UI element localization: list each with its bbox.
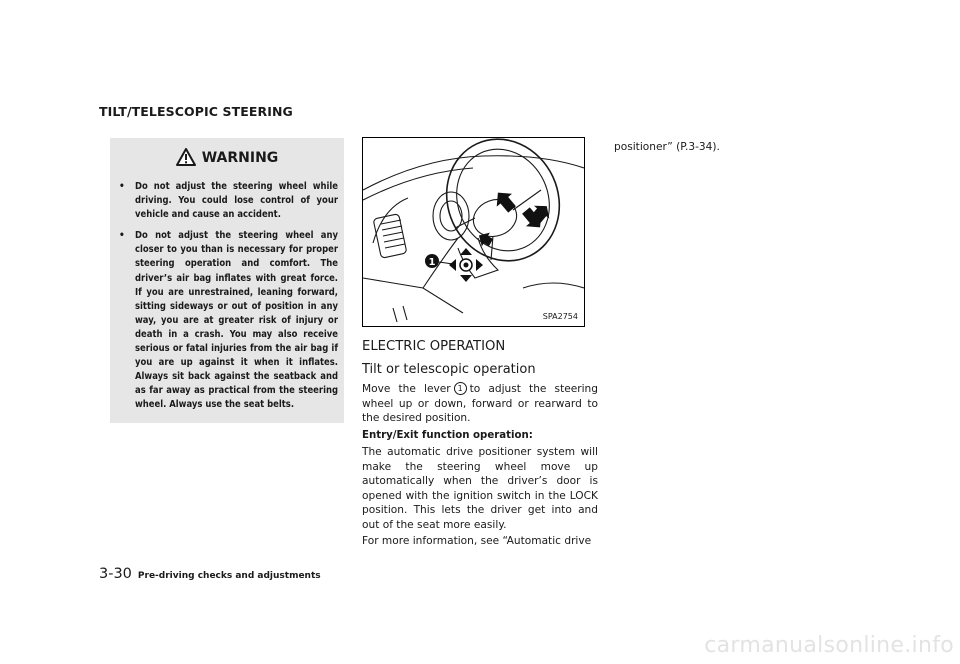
paragraph-lever-end: to adjust the steering wheel up or down, forward or rearward to the desired position. xyxy=(362,383,598,425)
paragraph-continued: positioner” (P.3-34). xyxy=(614,141,720,153)
figure-callout: 1 xyxy=(428,257,436,268)
steering-illustration xyxy=(362,137,585,327)
paragraph-lever xyxy=(362,382,598,426)
page-footer xyxy=(99,563,321,582)
warning-list xyxy=(118,180,338,420)
watermark: carmanualsonline.info xyxy=(704,633,954,658)
warning-heading xyxy=(110,148,344,170)
warning-item xyxy=(118,180,338,222)
subsection-heading: Tilt or telescopic operation xyxy=(362,362,536,377)
section-heading: ELECTRIC OPERATION xyxy=(362,339,506,354)
chapter-title: Pre-driving checks and adjustments xyxy=(137,571,321,581)
paragraph-entry-exit: The automatic drive positioner system will make the steering wheel move up automatically when the driver’s door is opened with the ignition switch in the LOCK position. This lets the driver get into and out of the seat more easily. xyxy=(362,446,598,531)
figure-code: SPA2754 xyxy=(542,312,578,321)
warning-item-text: Do not adjust the steering wheel any closer to you than is necessary for proper steering operation and comfort. The driver’s air bag inflates with great force. If you are unrestrained, leaning forward, sitting sideways or out of position in any way, you are at greater risk of injury or death in a crash. You may also receive serious or fatal injuries from the air bag if you are up against it when it inflates. Always sit back against the seatback and as far away as practical from the steering wheel. Always use the seat belts. xyxy=(135,230,338,411)
paragraph-lever-start: Move the lever xyxy=(362,383,451,395)
bullet-icon: • xyxy=(119,181,125,192)
steering-wheel-drawing xyxy=(363,138,584,326)
warning-item-text: Do not adjust the steering wheel while driving. You could lose control of your vehicle and cause an accident. xyxy=(135,181,338,221)
warning-box xyxy=(110,138,344,423)
page-number: 3-30 xyxy=(99,566,132,582)
callout-number: 1 xyxy=(454,382,467,395)
paragraph-more-info: For more information, see “Automatic drive xyxy=(362,535,592,547)
entry-exit-heading: Entry/Exit function operation: xyxy=(362,430,533,441)
section-title: TILT/TELESCOPIC STEERING xyxy=(99,104,293,119)
warning-item xyxy=(118,229,338,412)
bullet-icon: • xyxy=(119,230,125,242)
warning-icon xyxy=(176,148,196,170)
warning-title: WARNING xyxy=(201,150,279,166)
